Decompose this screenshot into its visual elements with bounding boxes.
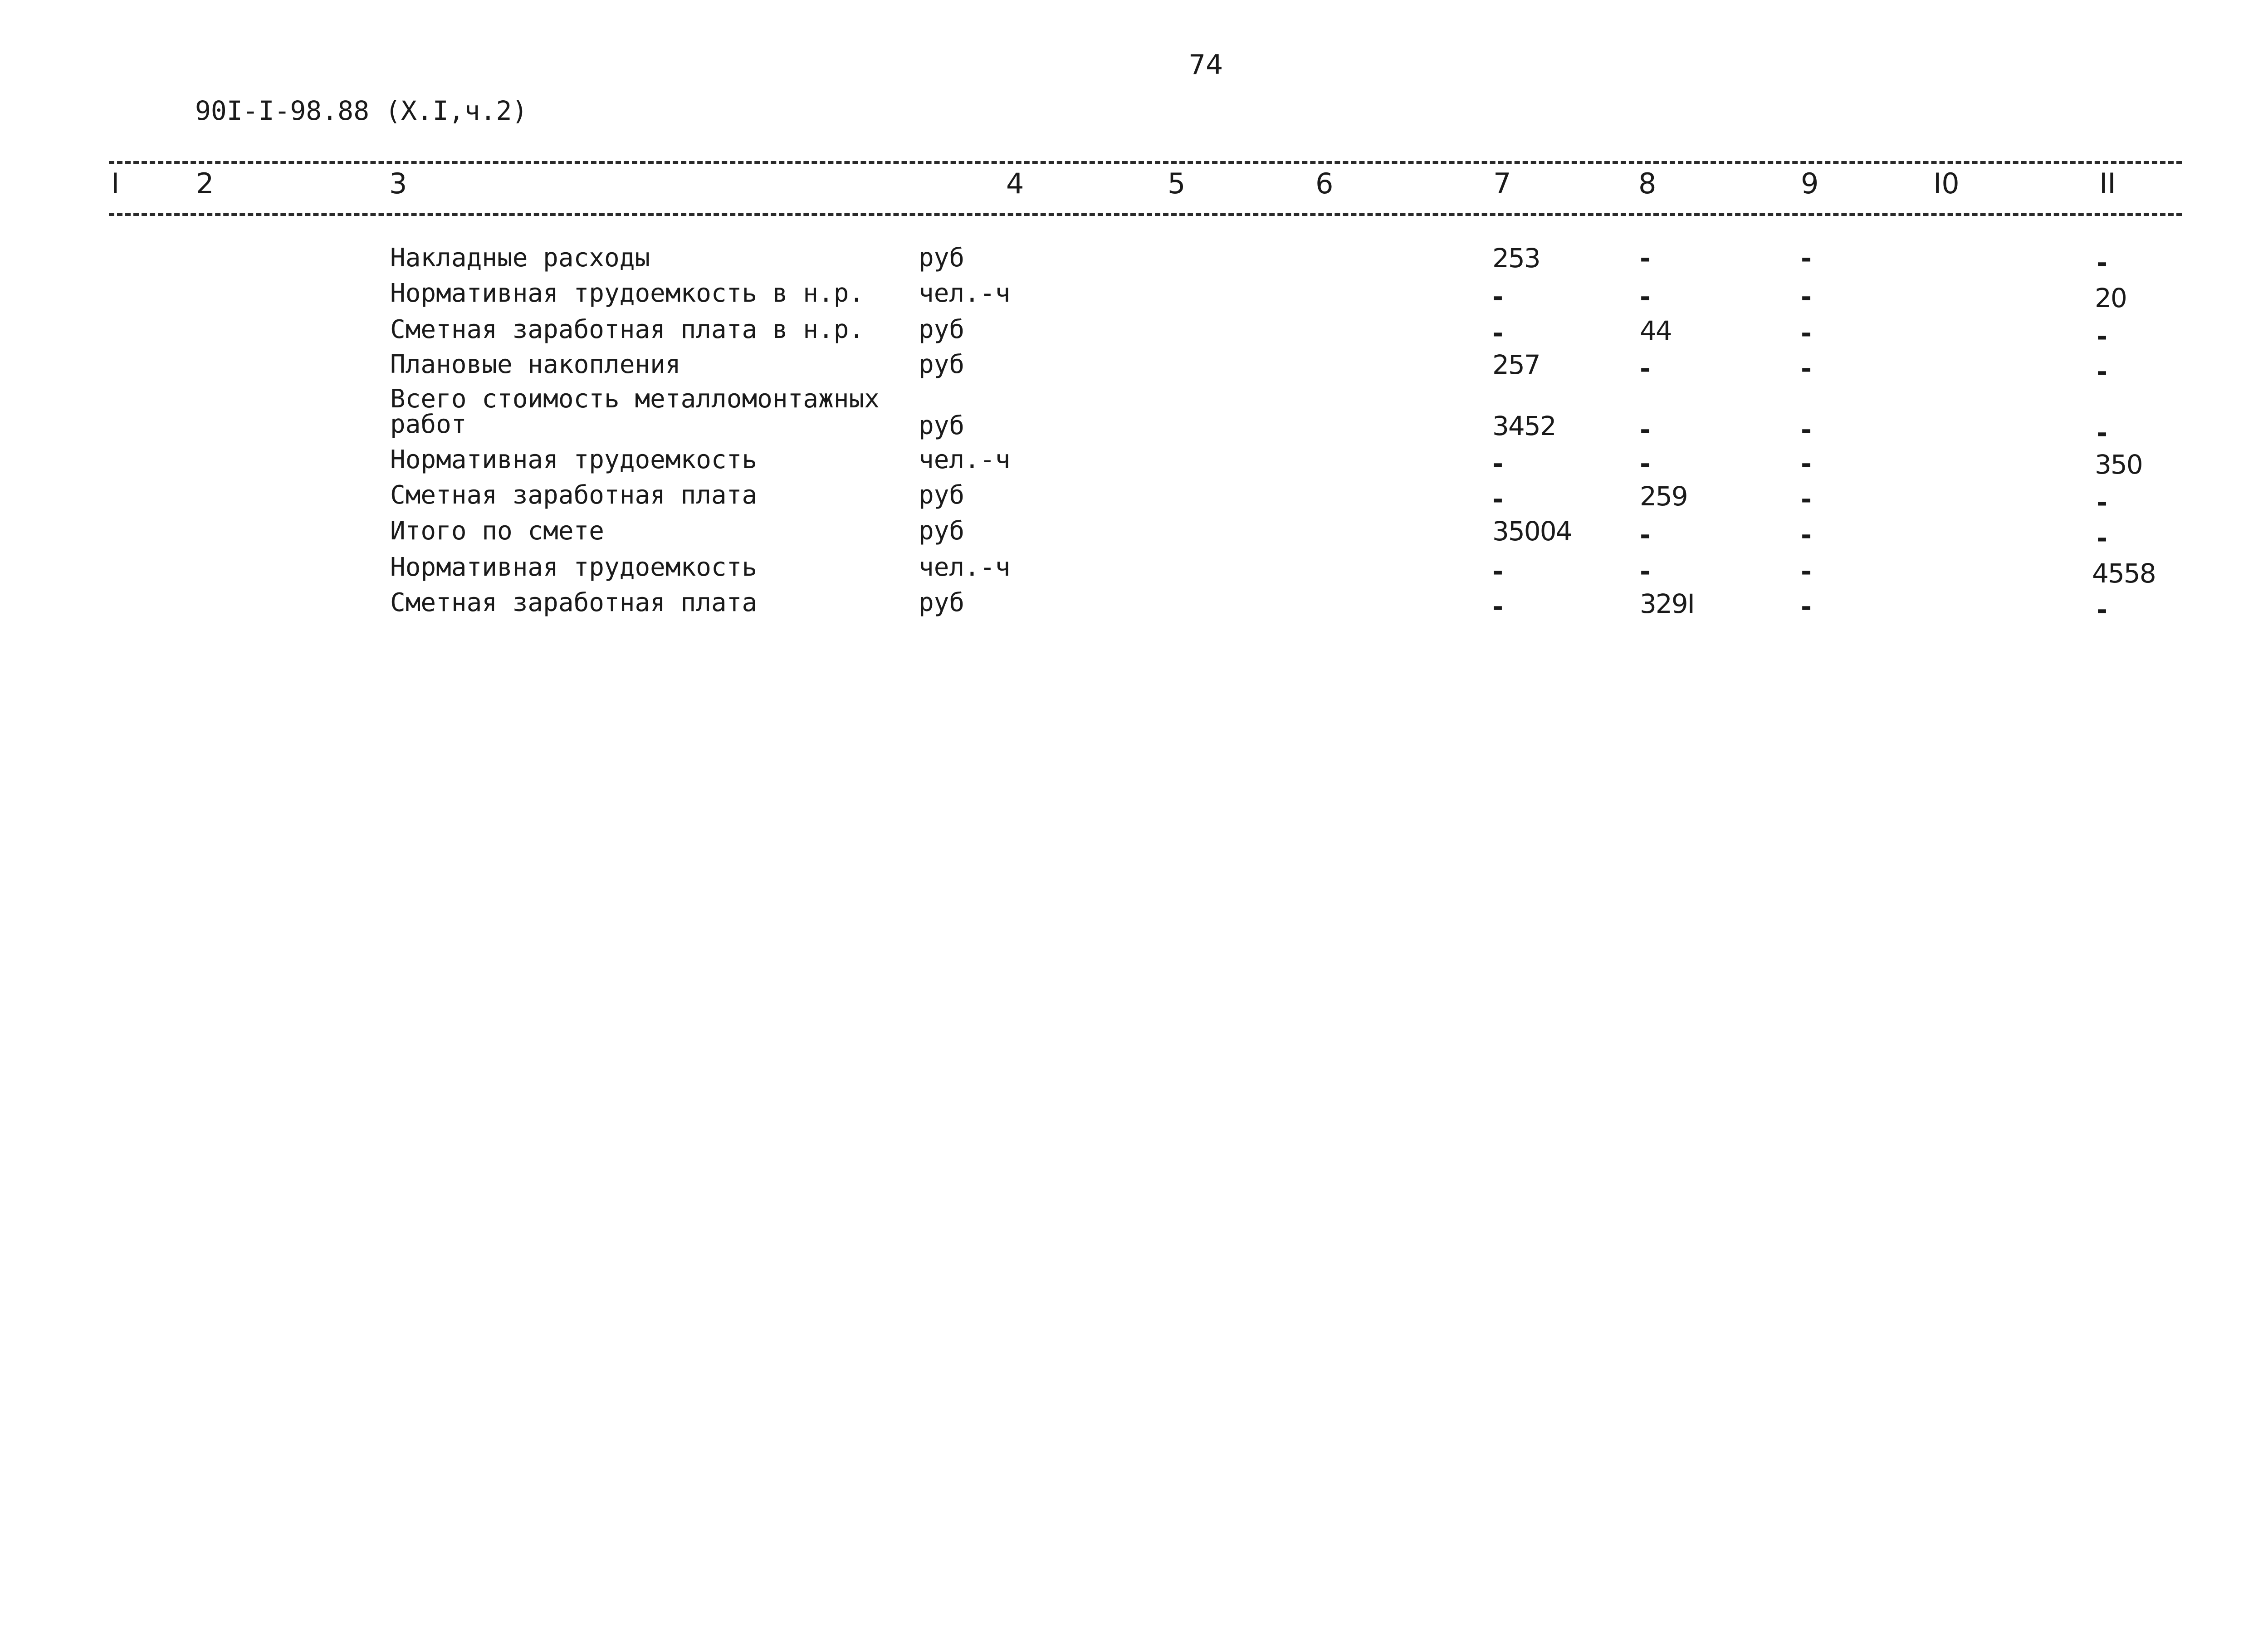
document-code: 90I-I-98.88 (X.I,ч.2) (195, 95, 528, 126)
row-col11: - (2097, 487, 2107, 518)
column-header-10: I0 (1933, 167, 1960, 200)
row-unit: руб (919, 315, 965, 344)
row-col8: - (1640, 281, 1650, 312)
row-col7: - (1492, 591, 1503, 622)
row-col7: - (1492, 318, 1503, 348)
row-col11: 20 (2095, 283, 2126, 313)
row-col7: 253 (1492, 243, 1540, 274)
row-col7: 257 (1492, 349, 1540, 380)
row-name: Сметная заработная плата в н.р. (390, 315, 865, 344)
row-col7: 3452 (1492, 411, 1556, 441)
row-name: Итого по смете (390, 516, 605, 546)
row-col11: 350 (2095, 449, 2142, 480)
row-name: Всего стоимость металломонтажных работ (390, 384, 880, 439)
row-col7: - (1492, 556, 1503, 587)
row-col8: - (1640, 519, 1650, 550)
row-col8: 44 (1640, 315, 1672, 346)
column-header-5: 5 (1168, 167, 1186, 200)
row-col11: - (2097, 321, 2107, 352)
row-name: Нормативная трудоемкость (390, 553, 758, 582)
row-col9: - (1801, 353, 1811, 384)
row-col9: - (1801, 591, 1811, 622)
row-col11: - (2097, 356, 2107, 387)
row-unit: чел.-ч (919, 279, 1011, 308)
row-col9: - (1801, 448, 1811, 479)
row-col7: 35004 (1492, 516, 1572, 547)
column-header-2: 2 (196, 167, 214, 200)
row-col8: 329I (1640, 588, 1694, 619)
column-header-11: II (2099, 167, 2116, 200)
column-header-4: 4 (1006, 167, 1024, 200)
row-unit: чел.-ч (919, 445, 1011, 475)
row-col9: - (1801, 243, 1811, 274)
row-name: Накладные расходы (390, 243, 650, 273)
row-col7: - (1492, 281, 1503, 312)
row-col11: - (2097, 247, 2107, 278)
row-col9: - (1801, 281, 1811, 312)
row-name: Плановые накопления (390, 350, 681, 379)
column-header-7: 7 (1493, 167, 1511, 200)
row-col11: - (2097, 523, 2107, 553)
column-header-6: 6 (1315, 167, 1334, 200)
row-unit: руб (919, 350, 965, 379)
row-col8: 259 (1640, 481, 1687, 512)
row-name: Сметная заработная плата (390, 480, 758, 510)
row-col7: - (1492, 448, 1503, 479)
row-name: Нормативная трудоемкость в н.р. (390, 279, 865, 308)
table-rule-top (109, 161, 2182, 164)
row-col9: - (1801, 519, 1811, 550)
page-number: 74 (1188, 49, 1223, 81)
row-col8: - (1640, 414, 1650, 445)
row-col11: 4558 (2092, 558, 2156, 589)
row-unit: руб (919, 588, 965, 617)
row-unit: руб (919, 243, 965, 273)
row-col8: - (1640, 243, 1650, 274)
row-name: Сметная заработная плата (390, 588, 758, 617)
row-col11: - (2097, 594, 2107, 625)
row-col7: - (1492, 484, 1503, 514)
row-col8: - (1640, 353, 1650, 384)
row-unit: чел.-ч (919, 553, 1011, 582)
row-name: Нормативная трудоемкость (390, 445, 758, 475)
row-col9: - (1801, 484, 1811, 514)
column-header-9: 9 (1801, 167, 1819, 200)
table-rule-bottom (109, 213, 2182, 216)
row-col11: - (2097, 417, 2107, 448)
column-header-1: I (111, 167, 120, 200)
row-col8: - (1640, 448, 1650, 479)
row-unit: руб (919, 516, 965, 546)
row-unit: руб (919, 480, 965, 510)
row-col9: - (1801, 318, 1811, 348)
column-header-3: 3 (389, 167, 407, 200)
row-col9: - (1801, 556, 1811, 587)
column-header-8: 8 (1638, 167, 1657, 200)
row-col8: - (1640, 556, 1650, 587)
row-col9: - (1801, 414, 1811, 445)
row-unit: руб (919, 411, 965, 440)
